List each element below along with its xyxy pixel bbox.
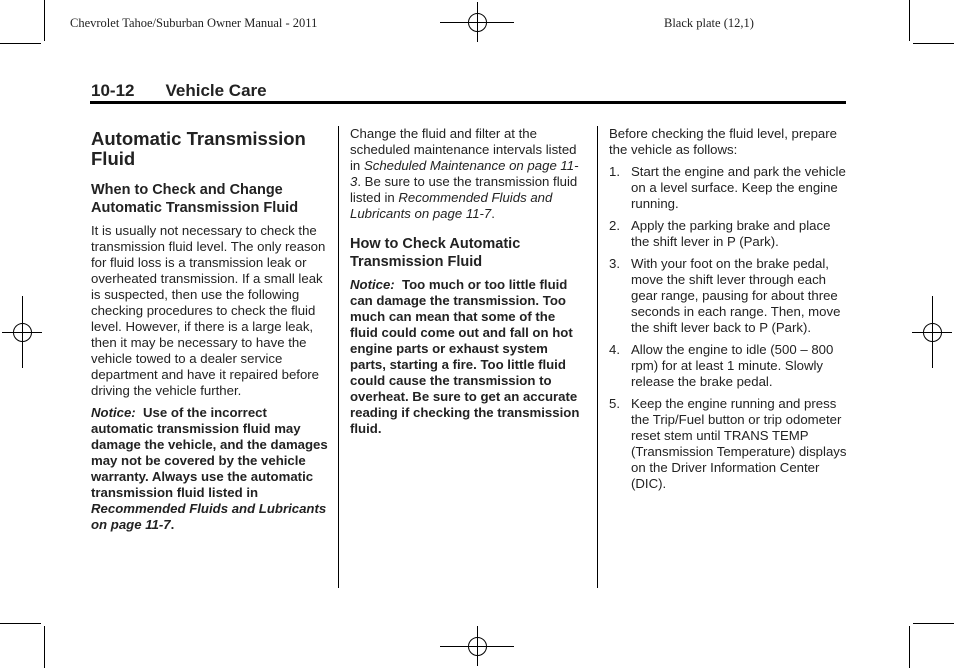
list-item <box>609 396 847 492</box>
change-fluid-paragraph <box>350 126 586 222</box>
step-text: Apply the parking brake and place the shift lever in P (Park). <box>631 218 831 249</box>
intro-paragraph: Before checking the fluid level, prepare the vehicle as follows: <box>609 126 837 157</box>
paragraph-text: Change the fluid and filter at the scheduled maintenance intervals listed in <box>350 126 577 173</box>
page-heading: Automatic Transmission Fluid <box>91 128 306 169</box>
section-header <box>91 81 267 101</box>
notice-label: Notice: <box>350 277 395 292</box>
running-header-title: Chevrolet Tahoe/Suburban Owner Manual - 2011 <box>70 16 318 30</box>
crop-mark-tr-v <box>909 0 910 41</box>
step-number: 5. <box>609 396 620 411</box>
running-header-plate: Black plate (12,1) <box>664 16 754 30</box>
crop-mark-br-v <box>909 626 910 668</box>
cross-reference: Recommended Fluids and Lubricants on page 11-7 <box>91 501 327 532</box>
notice-paragraph <box>350 277 586 437</box>
crop-mark-tl-h <box>0 43 41 44</box>
crop-mark-tr-h <box>913 43 954 44</box>
list-item <box>609 218 847 250</box>
header-rule <box>90 101 846 104</box>
step-text: Keep the engine running and press the Trip/Fuel button or trip odometer reset stem until TRANS TEMP (Transmission Temperature) displays on the Driver Information Center (DIC). <box>631 396 847 491</box>
column-3 <box>609 126 847 498</box>
registration-mark-left <box>2 296 42 368</box>
step-text: With your foot on the brake pedal, move the shift lever through each gear range, pausing for about three seconds in each range. Then, move the shift lever back to P (Park). <box>631 256 841 335</box>
steps-list <box>609 164 847 492</box>
column-2 <box>350 126 586 443</box>
list-item <box>609 256 847 336</box>
column-divider-2 <box>597 126 598 588</box>
step-text: Start the engine and park the vehicle on a level surface. Keep the engine running. <box>631 164 846 211</box>
column-1 <box>91 126 331 539</box>
body-paragraph: It is usually not necessary to check the transmission fluid level. The only reason for fluid loss is a transmission leak or overheated transmission. If a small leak is suspected, then use the following checking procedures to check the fluid level. However, if there is a large leak, then it may be necessary to have the vehicle towed to a dealer service department and have it repaired before driving the vehicle further. <box>91 223 326 398</box>
registration-mark-bottom <box>440 626 514 666</box>
crop-mark-bl-v <box>44 626 45 668</box>
crop-mark-br-h <box>913 623 954 624</box>
crop-mark-tl-v <box>44 0 45 41</box>
registration-mark-right <box>912 296 952 368</box>
step-number: 3. <box>609 256 620 271</box>
cross-reference: Scheduled Maintenance on page 11-3 <box>350 158 579 189</box>
notice-end: . <box>170 517 175 532</box>
paragraph-end: . <box>491 206 495 221</box>
step-text: Allow the engine to idle (500 – 800 rpm) for at least 1 minute. Slowly release the brake pedal. <box>631 342 834 389</box>
list-item <box>609 342 847 390</box>
step-number: 1. <box>609 164 620 179</box>
column-divider-1 <box>338 126 339 588</box>
paragraph-text: . Be sure to use the transmission fluid listed in <box>350 174 578 205</box>
step-number: 2. <box>609 218 620 233</box>
notice-text: Too much or too little fluid can damage the transmission. Too much can mean that some of the fluid could come out and fall on hot engine parts or exhaust system parts, starting a fire. Too little fluid could cause the transmission to overheat. Be sure to get an accurate reading if checking the transmission fluid. <box>350 277 580 436</box>
list-item <box>609 164 847 212</box>
page-number: 10-12 <box>91 81 135 100</box>
section-title: Vehicle Care <box>165 81 267 100</box>
notice-paragraph <box>91 405 331 533</box>
notice-text: Use of the incorrect automatic transmission fluid may damage the vehicle, and the damages may not be covered by the vehicle warranty. Always use the automatic transmission fluid listed in <box>91 405 328 500</box>
subheading-when-to-check: When to Check and Change Automatic Transmission Fluid <box>91 182 299 216</box>
cross-reference: Recommended Fluids and Lubricants on page 11-7 <box>350 190 553 221</box>
crop-mark-bl-h <box>0 623 41 624</box>
step-number: 4. <box>609 342 620 357</box>
notice-label: Notice: <box>91 405 136 420</box>
registration-mark-top <box>440 2 514 42</box>
subheading-how-to-check: How to Check Automatic Transmission Fluid <box>350 236 521 270</box>
